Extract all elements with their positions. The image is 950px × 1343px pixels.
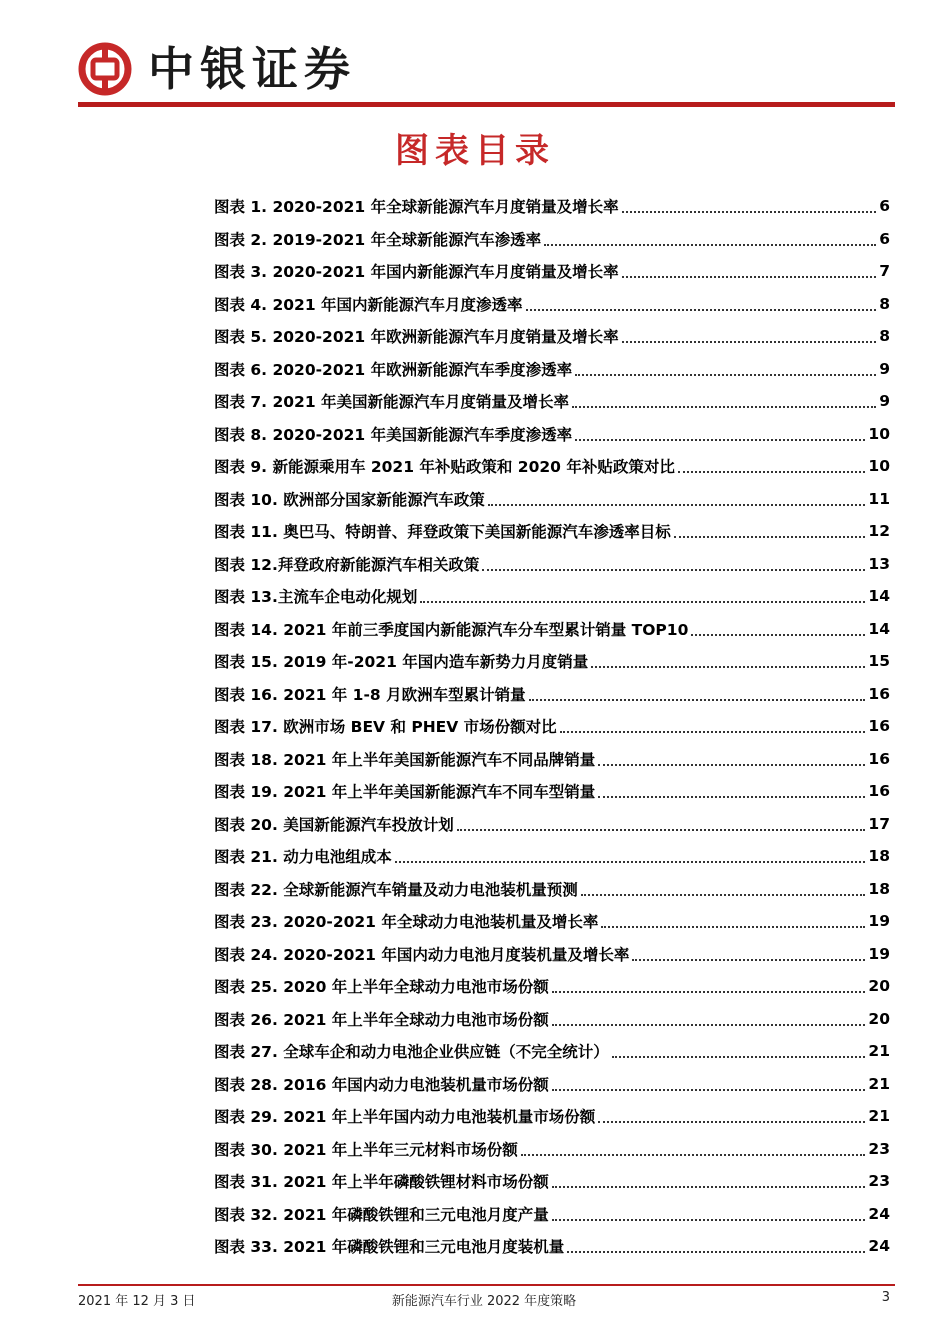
toc-entry-text: 图表 26. 2021 年上半年全球动力电池市场份额 xyxy=(214,1010,549,1029)
footer-divider xyxy=(78,1284,895,1286)
toc-entry-text: 图表 23. 2020-2021 年全球动力电池装机量及增长率 xyxy=(214,913,599,932)
toc-entry-text: 图表 12.拜登政府新能源汽车相关政策 xyxy=(214,555,480,574)
toc-entry[interactable] xyxy=(214,743,890,776)
toc-entry[interactable] xyxy=(214,418,890,451)
toc-entry-text: 图表 27. 全球车企和动力电池企业供应链（不完全统计） xyxy=(214,1043,609,1062)
toc-entry-text: 图表 21. 动力电池组成本 xyxy=(214,848,392,867)
toc-entry[interactable] xyxy=(214,905,890,938)
toc-entry-text: 图表 22. 全球新能源汽车销量及动力电池装机量预测 xyxy=(214,880,578,899)
toc-entry-text: 图表 1. 2020-2021 年全球新能源汽车月度销量及增长率 xyxy=(214,198,619,217)
toc-entry-page: 10 xyxy=(868,457,890,476)
toc-entry-page: 19 xyxy=(868,944,890,963)
toc-dot-leader xyxy=(560,731,866,733)
toc-entry[interactable] xyxy=(214,938,890,971)
toc-dot-leader xyxy=(691,634,865,636)
toc-entry[interactable] xyxy=(214,1230,890,1263)
toc-dot-leader xyxy=(591,666,865,668)
toc-dot-leader xyxy=(552,991,866,993)
toc-entry[interactable] xyxy=(214,1035,890,1068)
toc-entry-text: 图表 18. 2021 年上半年美国新能源汽车不同品牌销量 xyxy=(214,750,596,769)
toc-entry-text: 图表 10. 欧洲部分国家新能源汽车政策 xyxy=(214,490,485,509)
toc-entry-text: 图表 31. 2021 年上半年磷酸铁锂材料市场份额 xyxy=(214,1173,549,1192)
toc-dot-leader xyxy=(488,504,866,506)
toc-entry-page: 18 xyxy=(868,879,890,898)
page-header xyxy=(78,40,898,102)
toc-entry[interactable] xyxy=(214,970,890,1003)
toc-entry-page: 11 xyxy=(868,489,890,508)
toc-entry-page: 16 xyxy=(868,717,890,736)
toc-entry[interactable] xyxy=(214,710,890,743)
toc-entry-page: 15 xyxy=(868,652,890,671)
toc-entry-page: 14 xyxy=(868,587,890,606)
toc-dot-leader xyxy=(567,1251,865,1253)
toc-dot-leader xyxy=(552,1089,866,1091)
toc-dot-leader xyxy=(575,439,865,441)
toc-dot-leader xyxy=(678,471,866,473)
page-footer xyxy=(78,1290,890,1310)
toc-dot-leader xyxy=(632,959,865,961)
brand-name: 中银证券 xyxy=(148,42,356,96)
toc-dot-leader xyxy=(552,1024,866,1026)
toc-entry-text: 图表 30. 2021 年上半年三元材料市场份额 xyxy=(214,1140,518,1159)
toc-dot-leader xyxy=(622,211,877,213)
toc-entry-page: 23 xyxy=(868,1139,890,1158)
toc-entry-text: 图表 19. 2021 年上半年美国新能源汽车不同车型销量 xyxy=(214,783,596,802)
toc-entry-text: 图表 3. 2020-2021 年国内新能源汽车月度销量及增长率 xyxy=(214,263,619,282)
toc-entry[interactable] xyxy=(214,873,890,906)
toc-entry[interactable] xyxy=(214,1068,890,1101)
toc-entry-page: 9 xyxy=(879,392,890,411)
toc-dot-leader xyxy=(598,764,865,766)
toc-entry[interactable] xyxy=(214,580,890,613)
toc-entry-page: 14 xyxy=(868,619,890,638)
toc-entry-page: 17 xyxy=(868,814,890,833)
footer-date: 2021 年 12 月 3 日 xyxy=(78,1294,196,1309)
toc-entry-text: 图表 29. 2021 年上半年国内动力电池装机量市场份额 xyxy=(214,1108,596,1127)
toc-entry-text: 图表 16. 2021 年 1-8 月欧洲车型累计销量 xyxy=(214,685,526,704)
header-divider xyxy=(78,102,895,107)
toc-entry-text: 图表 11. 奥巴马、特朗普、拜登政策下美国新能源汽车渗透率目标 xyxy=(214,523,671,542)
toc-entry-text: 图表 33. 2021 年磷酸铁锂和三元电池月度装机量 xyxy=(214,1238,565,1257)
toc-entry-page: 21 xyxy=(868,1107,890,1126)
toc-entry[interactable] xyxy=(214,548,890,581)
toc-entry-page: 6 xyxy=(879,197,890,216)
toc-dot-leader xyxy=(544,244,876,246)
toc-entry-page: 6 xyxy=(879,229,890,248)
toc-entry[interactable] xyxy=(214,613,890,646)
footer-page-number: 3 xyxy=(881,1290,890,1305)
toc-entry[interactable] xyxy=(214,255,890,288)
toc-dot-leader xyxy=(482,569,865,571)
toc-entry[interactable] xyxy=(214,385,890,418)
toc-entry[interactable] xyxy=(214,1100,890,1133)
toc-entry-text: 图表 28. 2016 年国内动力电池装机量市场份额 xyxy=(214,1075,549,1094)
toc-entry[interactable] xyxy=(214,353,890,386)
toc-entry-page: 10 xyxy=(868,424,890,443)
toc-entry[interactable] xyxy=(214,1133,890,1166)
toc-entry-page: 20 xyxy=(868,977,890,996)
toc-dot-leader xyxy=(521,1154,866,1156)
toc-entry-text: 图表 7. 2021 年美国新能源汽车月度销量及增长率 xyxy=(214,393,570,412)
toc-dot-leader xyxy=(581,894,866,896)
toc-entry[interactable] xyxy=(214,1165,890,1198)
toc-entry[interactable] xyxy=(214,1198,890,1231)
toc-dot-leader xyxy=(395,861,866,863)
toc-entry-page: 19 xyxy=(868,912,890,931)
toc-entry-text: 图表 4. 2021 年国内新能源汽车月度渗透率 xyxy=(214,295,523,314)
toc-list xyxy=(214,190,890,1263)
toc-entry-text: 图表 2. 2019-2021 年全球新能源汽车渗透率 xyxy=(214,230,542,249)
toc-entry-text: 图表 14. 2021 年前三季度国内新能源汽车分车型累计销量 TOP10 xyxy=(214,620,689,639)
toc-entry-page: 18 xyxy=(868,847,890,866)
toc-entry-page: 16 xyxy=(868,749,890,768)
toc-dot-leader xyxy=(526,309,877,311)
toc-entry-page: 24 xyxy=(868,1204,890,1223)
toc-entry-page: 7 xyxy=(879,262,890,281)
toc-entry-text: 图表 32. 2021 年磷酸铁锂和三元电池月度产量 xyxy=(214,1205,549,1224)
toc-dot-leader xyxy=(552,1219,866,1221)
toc-dot-leader xyxy=(552,1186,866,1188)
toc-entry-text: 图表 6. 2020-2021 年欧洲新能源汽车季度渗透率 xyxy=(214,360,573,379)
toc-dot-leader xyxy=(598,1121,865,1123)
toc-entry[interactable] xyxy=(214,515,890,548)
toc-entry-text: 图表 17. 欧洲市场 BEV 和 PHEV 市场份额对比 xyxy=(214,718,557,737)
toc-entry-text: 图表 25. 2020 年上半年全球动力电池市场份额 xyxy=(214,978,549,997)
toc-dot-leader xyxy=(601,926,865,928)
toc-entry[interactable] xyxy=(214,775,890,808)
toc-entry-page: 24 xyxy=(868,1237,890,1256)
toc-entry-page: 8 xyxy=(879,327,890,346)
toc-entry-page: 12 xyxy=(868,522,890,541)
toc-entry[interactable] xyxy=(214,483,890,516)
toc-entry-text: 图表 15. 2019 年-2021 年国内造车新势力月度销量 xyxy=(214,653,589,672)
toc-entry[interactable] xyxy=(214,190,890,223)
footer-report-title: 新能源汽车行业 2022 年度策略 xyxy=(391,1294,577,1309)
toc-entry[interactable] xyxy=(214,223,890,256)
toc-dot-leader xyxy=(598,796,865,798)
toc-dot-leader xyxy=(622,341,877,343)
toc-dot-leader xyxy=(529,699,866,701)
toc-entry-text: 图表 20. 美国新能源汽车投放计划 xyxy=(214,815,454,834)
toc-entry[interactable] xyxy=(214,808,890,841)
toc-dot-leader xyxy=(575,374,876,376)
toc-entry-page: 13 xyxy=(868,554,890,573)
toc-entry-page: 21 xyxy=(868,1042,890,1061)
toc-entry[interactable] xyxy=(214,288,890,321)
toc-entry-page: 16 xyxy=(868,782,890,801)
toc-dot-leader xyxy=(622,276,877,278)
toc-entry-page: 23 xyxy=(868,1172,890,1191)
toc-entry-text: 图表 9. 新能源乘用车 2021 年补贴政策和 2020 年补贴政策对比 xyxy=(214,458,675,477)
toc-entry[interactable] xyxy=(214,1003,890,1036)
toc-dot-leader xyxy=(612,1056,866,1058)
toc-dot-leader xyxy=(572,406,876,408)
bank-of-china-logo-icon xyxy=(78,42,132,96)
toc-entry-page: 16 xyxy=(868,684,890,703)
toc-entry[interactable] xyxy=(214,450,890,483)
toc-entry-text: 图表 24. 2020-2021 年国内动力电池月度装机量及增长率 xyxy=(214,945,630,964)
toc-dot-leader xyxy=(457,829,866,831)
toc-entry[interactable] xyxy=(214,320,890,353)
toc-title: 图表目录 xyxy=(395,131,555,171)
toc-entry[interactable] xyxy=(214,645,890,678)
toc-entry-text: 图表 8. 2020-2021 年美国新能源汽车季度渗透率 xyxy=(214,425,573,444)
toc-entry[interactable] xyxy=(214,840,890,873)
toc-entry-text: 图表 13.主流车企电动化规划 xyxy=(214,588,418,607)
toc-entry-page: 8 xyxy=(879,294,890,313)
toc-dot-leader xyxy=(674,536,866,538)
toc-entry[interactable] xyxy=(214,678,890,711)
toc-entry-page: 9 xyxy=(879,359,890,378)
toc-entry-text: 图表 5. 2020-2021 年欧洲新能源汽车月度销量及增长率 xyxy=(214,328,619,347)
toc-dot-leader xyxy=(420,601,865,603)
toc-entry-page: 20 xyxy=(868,1009,890,1028)
toc-entry-page: 21 xyxy=(868,1074,890,1093)
